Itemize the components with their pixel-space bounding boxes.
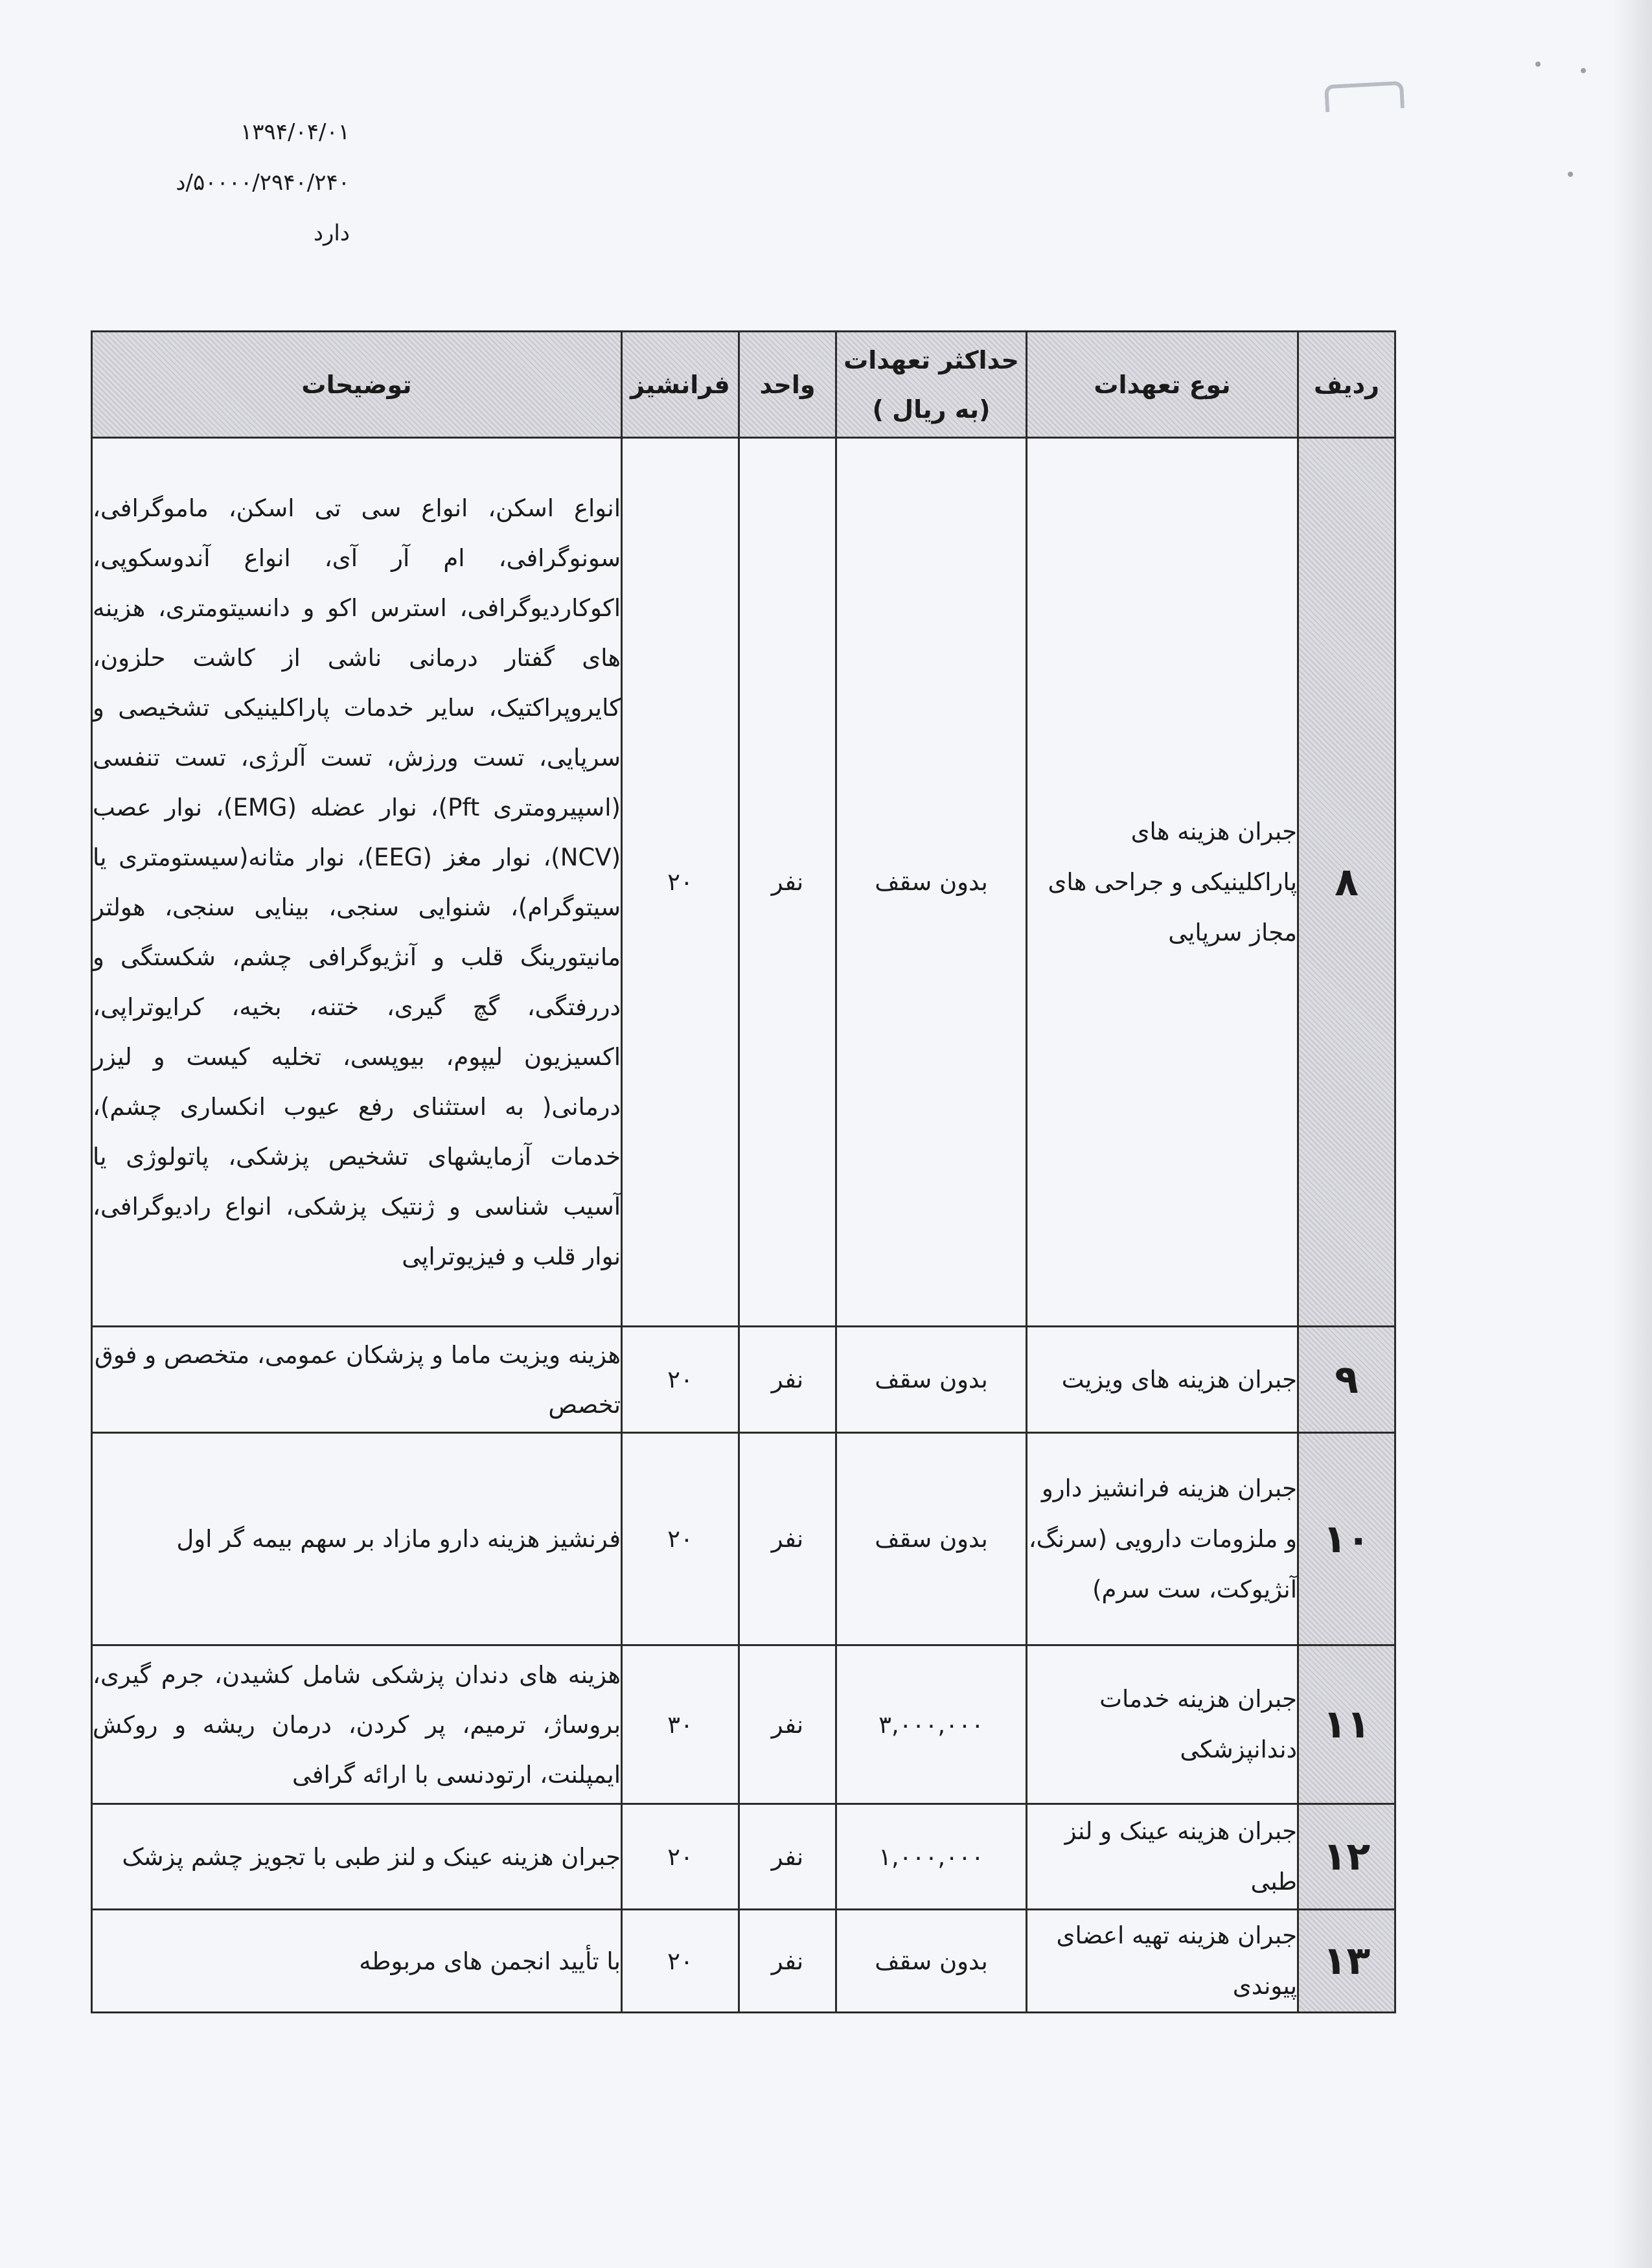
row-number: ۱۳ (1298, 1910, 1395, 2013)
row-max: بدون سقف (836, 438, 1027, 1327)
row-type: جبران هزینه خدمات دندانپزشکی (1027, 1645, 1298, 1804)
table-header-row (92, 332, 1395, 438)
row-number: ۱۲ (1298, 1804, 1395, 1910)
row-type: جبران هزینه های پاراکلینیکی و جراحی های مجاز سرپایی (1027, 438, 1298, 1327)
row-notes: با تأیید انجمن های مربوطه (92, 1910, 622, 2013)
row-type: جبران هزینه های ویزیت (1027, 1327, 1298, 1433)
row-notes: هزینه های دندان پزشکی شامل کشیدن، جرم گیری، بروساژ، ترمیم، پر کردن، درمان ریشه و روکش ایمپلنت، ارتودنسی با ارائه گرافی (92, 1645, 622, 1804)
row-franchise: ۲۰ (622, 1910, 739, 2013)
row-number: ۱۰ (1298, 1433, 1395, 1645)
row-unit: نفر (739, 1804, 836, 1910)
row-franchise: ۲۰ (622, 1804, 739, 1910)
staple-icon (1324, 81, 1405, 112)
row-notes: جبران هزینه عینک و لنز طبی با تجویز چشم پزشک (92, 1804, 622, 1910)
row-notes: انواع اسکن، انواع سی تی اسکن، ماموگرافی، سونوگرافی، ام آر آی، انواع آندوسکوپی، اکوکاردیوگرافی، استرس اکو و دانسیتومتری، هزینه های گفتار درمانی ناشی از کاشت حلزون، کایروپراکتیک، سایر خدمات پاراکلینیکی تشخیصی و سرپایی، تست ورزش، تست آلرژی، تست تنفسی (اسپیرومتری Pft)، نوار عضله (EMG)، نوار عصب (NCV)، نوار مغز (EEG)، نوار مثانه(سیستومتری یا سیتوگرام)، شنوایی سنجی، بینایی سنجی، هولتر مانیتورینگ قلب و آنژیوگرافی چشم، شکستگی و دررفتگی، گچ گیری، ختنه، بخیه، کرایوتراپی، اکسیزیون لیپوم، بیوپسی، تخلیه کیست و لیزر درمانی( به استثنای رفع عیوب انکساری چشم)، خدمات آزمایشهای تشخیص پزشکی، پاتولوژی یا آسیب شناسی و ژنتیک پزشکی، انواع رادیوگرافی، نوار قلب و فیزیوتراپی (92, 438, 622, 1327)
letter-date: ۱۳۹۴/۰۴/۰۱ (240, 119, 350, 145)
row-max: بدون سقف (836, 1327, 1027, 1433)
row-max: ۳,۰۰۰,۰۰۰ (836, 1645, 1027, 1804)
row-unit: نفر (739, 1645, 836, 1804)
row-max: ۱,۰۰۰,۰۰۰ (836, 1804, 1027, 1910)
table-row (92, 1433, 1395, 1645)
row-type: جبران هزینه فرانشیز دارو و ملزومات دارویی (سرنگ، آنژیوکت، ست سرم) (1027, 1433, 1298, 1645)
row-max: بدون سقف (836, 1910, 1027, 2013)
row-franchise: ۲۰ (622, 1433, 739, 1645)
obligations-table (91, 330, 1396, 2013)
letter-attachment: دارد (313, 220, 350, 246)
table-row (92, 1645, 1395, 1804)
column-header-max-line1: حداکثر تعهدات (843, 345, 1019, 374)
punch-hole-icon (1568, 172, 1573, 177)
punch-hole-icon (1581, 68, 1586, 73)
column-header-type: نوع تعهدات (1027, 332, 1298, 438)
row-franchise: ۲۰ (622, 1327, 739, 1433)
row-franchise: ۳۰ (622, 1645, 739, 1804)
column-header-franchise: فرانشیز (622, 332, 739, 438)
row-number: ۹ (1298, 1327, 1395, 1433)
column-header-max (836, 332, 1027, 438)
row-type: جبران هزینه تهیه اعضای پیوندی (1027, 1910, 1298, 2013)
column-header-unit: واحد (739, 332, 836, 438)
row-notes: فرنشیز هزینه دارو مازاد بر سهم بیمه گر اول (92, 1433, 622, 1645)
row-number: ۱۱ (1298, 1645, 1395, 1804)
row-type: جبران هزینه عینک و لنز طبی (1027, 1804, 1298, 1910)
column-header-row-number: ردیف (1298, 332, 1395, 438)
column-header-notes: توضیحات (92, 332, 622, 438)
row-unit: نفر (739, 1433, 836, 1645)
table-row (92, 1804, 1395, 1910)
table-row (92, 438, 1395, 1327)
row-max: بدون سقف (836, 1433, 1027, 1645)
table-row (92, 1910, 1395, 2013)
letter-header (97, 107, 350, 258)
row-number: ۸ (1298, 438, 1395, 1327)
row-franchise: ۲۰ (622, 438, 739, 1327)
row-unit: نفر (739, 1327, 836, 1433)
column-header-max-line2: (به ریال ) (872, 395, 991, 424)
table-row (92, 1327, 1395, 1433)
row-unit: نفر (739, 438, 836, 1327)
row-notes: هزینه ویزیت ماما و پزشکان عمومی، متخصص و فوق تخصص (92, 1327, 622, 1433)
letter-number: ۵۰۰۰۰/۲۹۴۰/۲۴۰/د (176, 170, 350, 196)
punch-hole-icon (1535, 62, 1541, 67)
row-unit: نفر (739, 1910, 836, 2013)
page-edge-shadow (1613, 0, 1652, 2268)
